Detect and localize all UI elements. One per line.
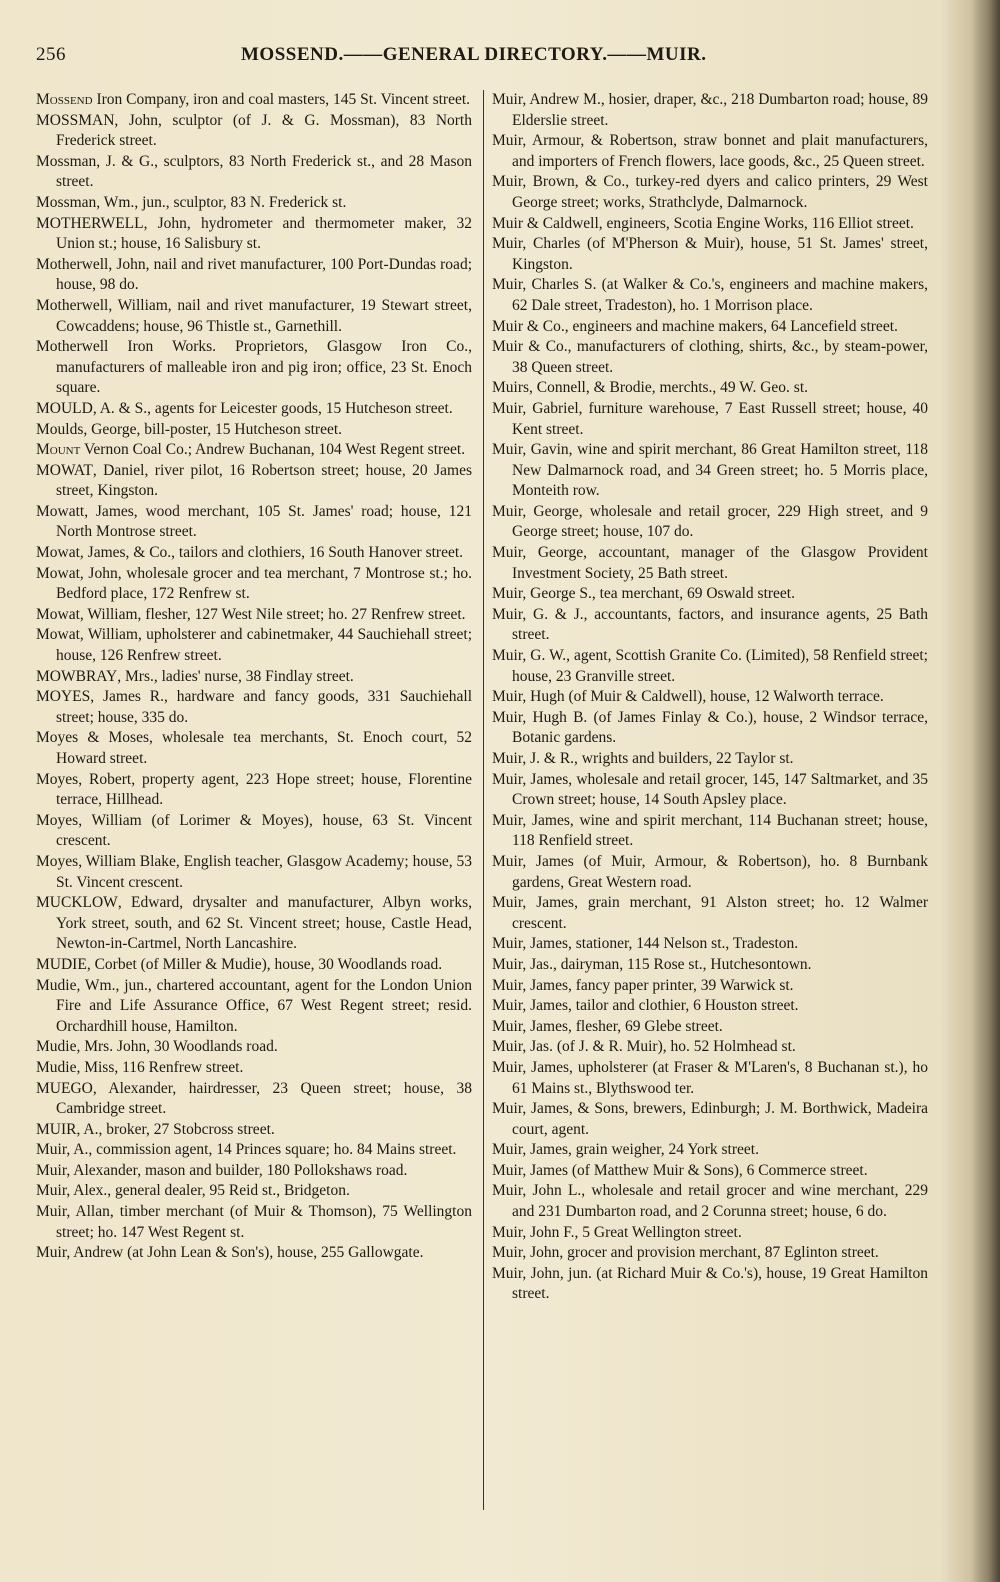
- directory-entry: [492, 131, 928, 172]
- page-edge-shadow: [972, 0, 1000, 1582]
- directory-entry: [492, 1264, 928, 1305]
- directory-entry: [492, 214, 928, 235]
- directory-entry: [492, 811, 928, 852]
- directory-entry: [36, 152, 472, 193]
- directory-entry: [36, 1243, 472, 1264]
- directory-entry: [36, 728, 472, 769]
- entry-text: Muir, Alexander, mason and builder, 180 Pollokshaws road.: [36, 1161, 408, 1179]
- entry-text: Muir, Jas., dairyman, 115 Rose st., Hutchesontown.: [492, 955, 812, 973]
- directory-entry: [492, 1140, 928, 1161]
- directory-entry: [492, 378, 928, 399]
- entry-text: Muir, James, wholesale and retail grocer, 145, 147 Saltmarket, and 35 Crown street; house, 14 South Apsley place.: [492, 770, 928, 809]
- entry-text: Muir, G. & J., accountants, factors, and insurance agents, 25 Bath street.: [492, 605, 928, 644]
- directory-entry: [36, 1181, 472, 1202]
- entry-text: Muir, James, grain merchant, 91 Alston street; ho. 12 Walmer crescent.: [492, 894, 928, 932]
- directory-entry: [36, 440, 472, 461]
- entry-text: Muir & Co., engineers and machine makers, 64 Lancefield street.: [492, 317, 898, 335]
- entry-text: Muir, Brown, & Co., turkey-red dyers and calico printers, 29 West George street; works, Strathclyde, Dalmarnock.: [492, 173, 928, 211]
- entry-text: Muir, Jas. (of J. & R. Muir), ho. 52 Holmhead st.: [492, 1038, 796, 1056]
- entry-text: Muir, Allan, timber merchant (of Muir & Thomson), 75 Wellington street; ho. 147 West Regent st.: [36, 1203, 472, 1241]
- entry-text: Mossman, J. & G., sculptors, 83 North Frederick st., and 28 Mason street.: [36, 152, 472, 191]
- entry-text: Muir, Gabriel, furniture warehouse, 7 East Russell street; house, 40 Kent street.: [492, 399, 928, 438]
- entry-text: Moyes, William (of Lorimer & Moyes), house, 63 St. Vincent crescent.: [36, 811, 472, 850]
- directory-entry: [492, 852, 928, 893]
- left-column: [36, 90, 472, 1530]
- directory-entry: [36, 502, 472, 543]
- directory-entry: [36, 1140, 472, 1161]
- directory-entry: [492, 502, 928, 543]
- directory-entry: [492, 934, 928, 955]
- entry-text: Motherwell Iron Works. Proprietors, Glasgow Iron Co., manufacturers of malleable iron and pig iron; office, 23 St. Enoch square.: [36, 338, 472, 397]
- directory-entry: [36, 214, 472, 255]
- entry-text: Mudie, Mrs. John, 30 Woodlands road.: [36, 1038, 278, 1056]
- entry-text: Muir, James, flesher, 69 Glebe street.: [492, 1017, 723, 1035]
- directory-entry: [492, 584, 928, 605]
- entry-text: Muir, James, & Sons, brewers, Edinburgh; J. M. Borthwick, Madeira court, agent.: [492, 1100, 928, 1138]
- entry-text: Mowatt, James, wood merchant, 105 St. James' road; house, 121 North Montrose street.: [36, 502, 472, 541]
- entry-text: Muir, George, accountant, manager of the Glasgow Provident Investment Society, 25 Bath street.: [492, 544, 928, 582]
- directory-entry: [36, 955, 472, 976]
- entry-text: Mowat, William, flesher, 127 West Nile street; ho. 27 Renfrew street.: [36, 605, 466, 623]
- directory-entry: [36, 770, 472, 811]
- entry-lead-name: MOTHERWELL: [36, 214, 144, 232]
- entry-text: Muir, John, grocer and provision merchant, 87 Eglinton street.: [492, 1244, 879, 1262]
- directory-entry: [36, 255, 472, 296]
- running-head: MOSSEND.——GENERAL DIRECTORY.——MUIR.: [241, 44, 707, 65]
- entry-text: , Corbet (of Miller & Mudie), house, 30 Woodlands road.: [86, 955, 443, 973]
- entry-text: Mudie, Miss, 116 Renfrew street.: [36, 1058, 244, 1076]
- entry-lead-name: MUDIE: [36, 955, 87, 973]
- directory-entry: [492, 770, 928, 811]
- entry-text: , Alexander, hairdresser, 23 Queen street; house, 38 Cambridge street.: [56, 1079, 472, 1118]
- directory-entry: [36, 461, 472, 502]
- page-header: [36, 44, 936, 74]
- entry-lead-name: MUCKLOW: [36, 894, 118, 912]
- directory-entry: [492, 234, 928, 275]
- right-column: [492, 90, 928, 1530]
- entry-text: Muir, Gavin, wine and spirit merchant, 86 Great Hamilton street, 118 New Dalmarnock road, and 34 Green street; ho. 5 Morris place, Monteith row.: [492, 441, 928, 500]
- directory-entry: [36, 1058, 472, 1079]
- entry-lead-name: MUEGO: [36, 1079, 93, 1097]
- directory-entry: [36, 1161, 472, 1182]
- directory-entry: [36, 564, 472, 605]
- entry-text: Vernon Coal Co.; Andrew Buchanan, 104 West Regent street.: [80, 441, 466, 459]
- entry-text: , James R., hardware and fancy goods, 331 Sauchiehall street; house, 335 do.: [56, 688, 472, 726]
- directory-entry: [492, 172, 928, 213]
- entry-text: Muir, James (of Matthew Muir & Sons), 6 Commerce street.: [492, 1161, 868, 1179]
- directory-entry: [36, 337, 472, 399]
- entry-text: Mudie, Wm., jun., chartered accountant, agent for the London Union Fire and Life Assurance Office, 67 West Regent street; resid. Orchardhill house, Hamilton.: [36, 976, 472, 1035]
- directory-entry: [36, 893, 472, 955]
- directory-entry: [492, 749, 928, 770]
- directory-entry: [36, 976, 472, 1038]
- entry-lead-name: MOULD: [36, 399, 93, 417]
- entry-lead-name: Mossend: [36, 91, 93, 108]
- entry-lead-name: MOWAT: [36, 461, 93, 479]
- directory-entry: [36, 296, 472, 337]
- entry-text: , Daniel, river pilot, 16 Robertson street; house, 20 James street, Kingston.: [56, 461, 472, 500]
- entry-text: Muir, James, grain weigher, 24 York street.: [492, 1141, 759, 1159]
- directory-entry: [36, 667, 472, 688]
- entry-text: Muir, George, wholesale and retail grocer, 229 High street, and 9 George street; house, 107 do.: [492, 502, 928, 541]
- directory-entry: [492, 708, 928, 749]
- entry-lead-name: MOWBRAY: [36, 667, 118, 685]
- entry-text: Muir, Hugh B. (of James Finlay & Co.), house, 2 Windsor terrace, Botanic gardens.: [492, 708, 928, 747]
- entry-text: Muir, Andrew (at John Lean & Son's), house, 255 Gallowgate.: [36, 1244, 424, 1262]
- entry-lead-name: MOSSMAN: [36, 111, 115, 129]
- entry-text: Muir, James, fancy paper printer, 39 Warwick st.: [492, 976, 794, 994]
- directory-entry: [492, 1099, 928, 1140]
- entry-text: Motherwell, John, nail and rivet manufacturer, 100 Port-Dundas road; house, 98 do.: [36, 255, 472, 294]
- entry-text: Muir, Hugh (of Muir & Caldwell), house, 12 Walworth terrace.: [492, 688, 884, 706]
- entry-text: Muir, John L., wholesale and retail grocer and wine merchant, 229 and 231 Dumbarton road, and 2 Corunna street; house, 6 do.: [492, 1182, 928, 1221]
- entry-text: , Edward, drysalter and manufacturer, Albyn works, York street, south, and 62 St. Vincent street; house, Castle Head, Newton-in-Cartmel, North Lancashire.: [56, 894, 472, 953]
- entry-text: Muir & Caldwell, engineers, Scotia Engine Works, 116 Elliot street.: [492, 214, 914, 232]
- entry-text: , A. & S., agents for Leicester goods, 15 Hutcheson street.: [92, 399, 453, 417]
- directory-entry: [36, 625, 472, 666]
- column-divider: [483, 90, 484, 1510]
- entry-text: Muir, John, jun. (at Richard Muir & Co.'s), house, 19 Great Hamilton street.: [492, 1264, 928, 1303]
- directory-entry: [492, 687, 928, 708]
- page-number: 256: [36, 44, 66, 65]
- directory-entry: [36, 111, 472, 152]
- directory-entry: [492, 1037, 928, 1058]
- directory-entry: [492, 976, 928, 997]
- directory-entry: [36, 605, 472, 626]
- directory-entry: [492, 399, 928, 440]
- entry-text: Muir, James, tailor and clothier, 6 Houston street.: [492, 997, 799, 1015]
- directory-columns: [36, 90, 936, 1530]
- directory-entry: [36, 1079, 472, 1120]
- entry-lead-name: Mount: [36, 441, 81, 459]
- directory-entry: [492, 90, 928, 131]
- directory-entry: [36, 852, 472, 893]
- entry-text: Muir, Charles S. (at Walker & Co.'s, engineers and machine makers, 62 Dale street, Tradeston), ho. 1 Morrison place.: [492, 276, 928, 314]
- directory-entry: [36, 1202, 472, 1243]
- directory-entry: [36, 687, 472, 728]
- directory-entry: [492, 275, 928, 316]
- directory-entry: [36, 399, 472, 420]
- entry-lead-name: MOYES: [36, 688, 91, 706]
- directory-entry: [492, 1243, 928, 1264]
- entry-text: Muir, Armour, & Robertson, straw bonnet and plait manufacturers, and importers of French flowers, lace goods, &c., 25 Queen street.: [492, 132, 928, 170]
- directory-entry: [36, 420, 472, 441]
- directory-entry: [492, 1058, 928, 1099]
- entry-text: Muirs, Connell, & Brodie, merchts., 49 W. Geo. st.: [492, 379, 809, 397]
- directory-entry: [492, 1223, 928, 1244]
- directory-entry: [36, 1120, 472, 1141]
- entry-text: Muir, G. W., agent, Scottish Granite Co. (Limited), 58 Renfield street; house, 23 Granville street.: [492, 647, 928, 685]
- entry-text: Muir, James, upholsterer (at Fraser & M'Laren's, 8 Buchanan st.), ho 61 Mains st., Blythswood ter.: [492, 1058, 928, 1097]
- entry-text: Muir, Andrew M., hosier, draper, &c., 218 Dumbarton road; house, 89 Elderslie street.: [492, 91, 928, 129]
- directory-entry: [492, 337, 928, 378]
- entry-text: Motherwell, William, nail and rivet manufacturer, 19 Stewart street, Cowcaddens; house, 96 Thistle st., Garnethill.: [36, 296, 472, 335]
- entry-text: Muir, George S., tea merchant, 69 Oswald street.: [492, 585, 795, 603]
- entry-text: Muir, James, wine and spirit merchant, 114 Buchanan street; house, 118 Renfield street.: [492, 811, 928, 850]
- directory-entry: [36, 1037, 472, 1058]
- entry-text: Iron Company, iron and coal masters, 145 St. Vincent street.: [92, 91, 471, 108]
- directory-entry: [492, 1017, 928, 1038]
- directory-entry: [492, 543, 928, 584]
- directory-entry: [492, 317, 928, 338]
- directory-entry: [492, 1161, 928, 1182]
- directory-entry: [36, 543, 472, 564]
- entry-text: Muir, Alex., general dealer, 95 Reid st., Bridgeton.: [36, 1182, 350, 1200]
- entry-text: Moyes, William Blake, English teacher, Glasgow Academy; house, 53 St. Vincent crescent.: [36, 852, 472, 891]
- directory-entry: [492, 646, 928, 687]
- directory-entry: [492, 893, 928, 934]
- entry-text: , A., broker, 27 Stobcross street.: [76, 1120, 275, 1138]
- directory-entry: [492, 1181, 928, 1222]
- directory-entry: [36, 193, 472, 214]
- entry-text: Mowat, James, & Co., tailors and clothiers, 16 South Hanover street.: [36, 544, 464, 562]
- entry-text: Muir & Co., manufacturers of clothing, shirts, &c., by steam-power, 38 Queen street.: [492, 338, 928, 376]
- entry-text: , John, sculptor (of J. & G. Mossman), 83 North Frederick street.: [56, 111, 472, 150]
- directory-entry: [36, 90, 472, 111]
- entry-text: Muir, James (of Muir, Armour, & Robertson), ho. 8 Burnbank gardens, Great Western road.: [492, 852, 928, 891]
- directory-entry: [492, 955, 928, 976]
- entry-text: Muir, J. & R., wrights and builders, 22 Taylor st.: [492, 750, 794, 767]
- entry-lead-name: MUIR: [36, 1120, 77, 1138]
- entry-text: Moyes & Moses, wholesale tea merchants, St. Enoch court, 52 Howard street.: [36, 729, 472, 767]
- entry-text: Moulds, George, bill-poster, 15 Hutcheson street.: [36, 420, 343, 438]
- entry-text: Mowat, John, wholesale grocer and tea merchant, 7 Montrose st.; ho. Bedford place, 172 Renfrew st.: [36, 564, 472, 603]
- entry-text: , John, hydrometer and thermometer maker, 32 Union st.; house, 16 Salisbury st.: [56, 214, 472, 253]
- directory-entry: [492, 605, 928, 646]
- directory-entry: [492, 996, 928, 1017]
- directory-entry: [36, 811, 472, 852]
- entry-text: Mowat, William, upholsterer and cabinetmaker, 44 Sauchiehall street; house, 126 Renfrew street.: [36, 626, 472, 665]
- entry-text: Mossman, Wm., jun., sculptor, 83 N. Frederick st.: [36, 193, 347, 211]
- entry-text: Muir, Charles (of M'Pherson & Muir), house, 51 St. James' street, Kingston.: [492, 235, 928, 273]
- entry-text: , Mrs., ladies' nurse, 38 Findlay street.: [117, 667, 354, 685]
- directory-entry: [492, 440, 928, 502]
- entry-text: Moyes, Robert, property agent, 223 Hope street; house, Florentine terrace, Hillhead.: [36, 770, 472, 809]
- entry-text: Muir, James, stationer, 144 Nelson st., Tradeston.: [492, 935, 799, 953]
- entry-text: Muir, John F., 5 Great Wellington street.: [492, 1223, 742, 1241]
- entry-text: Muir, A., commission agent, 14 Princes square; ho. 84 Mains street.: [36, 1141, 457, 1159]
